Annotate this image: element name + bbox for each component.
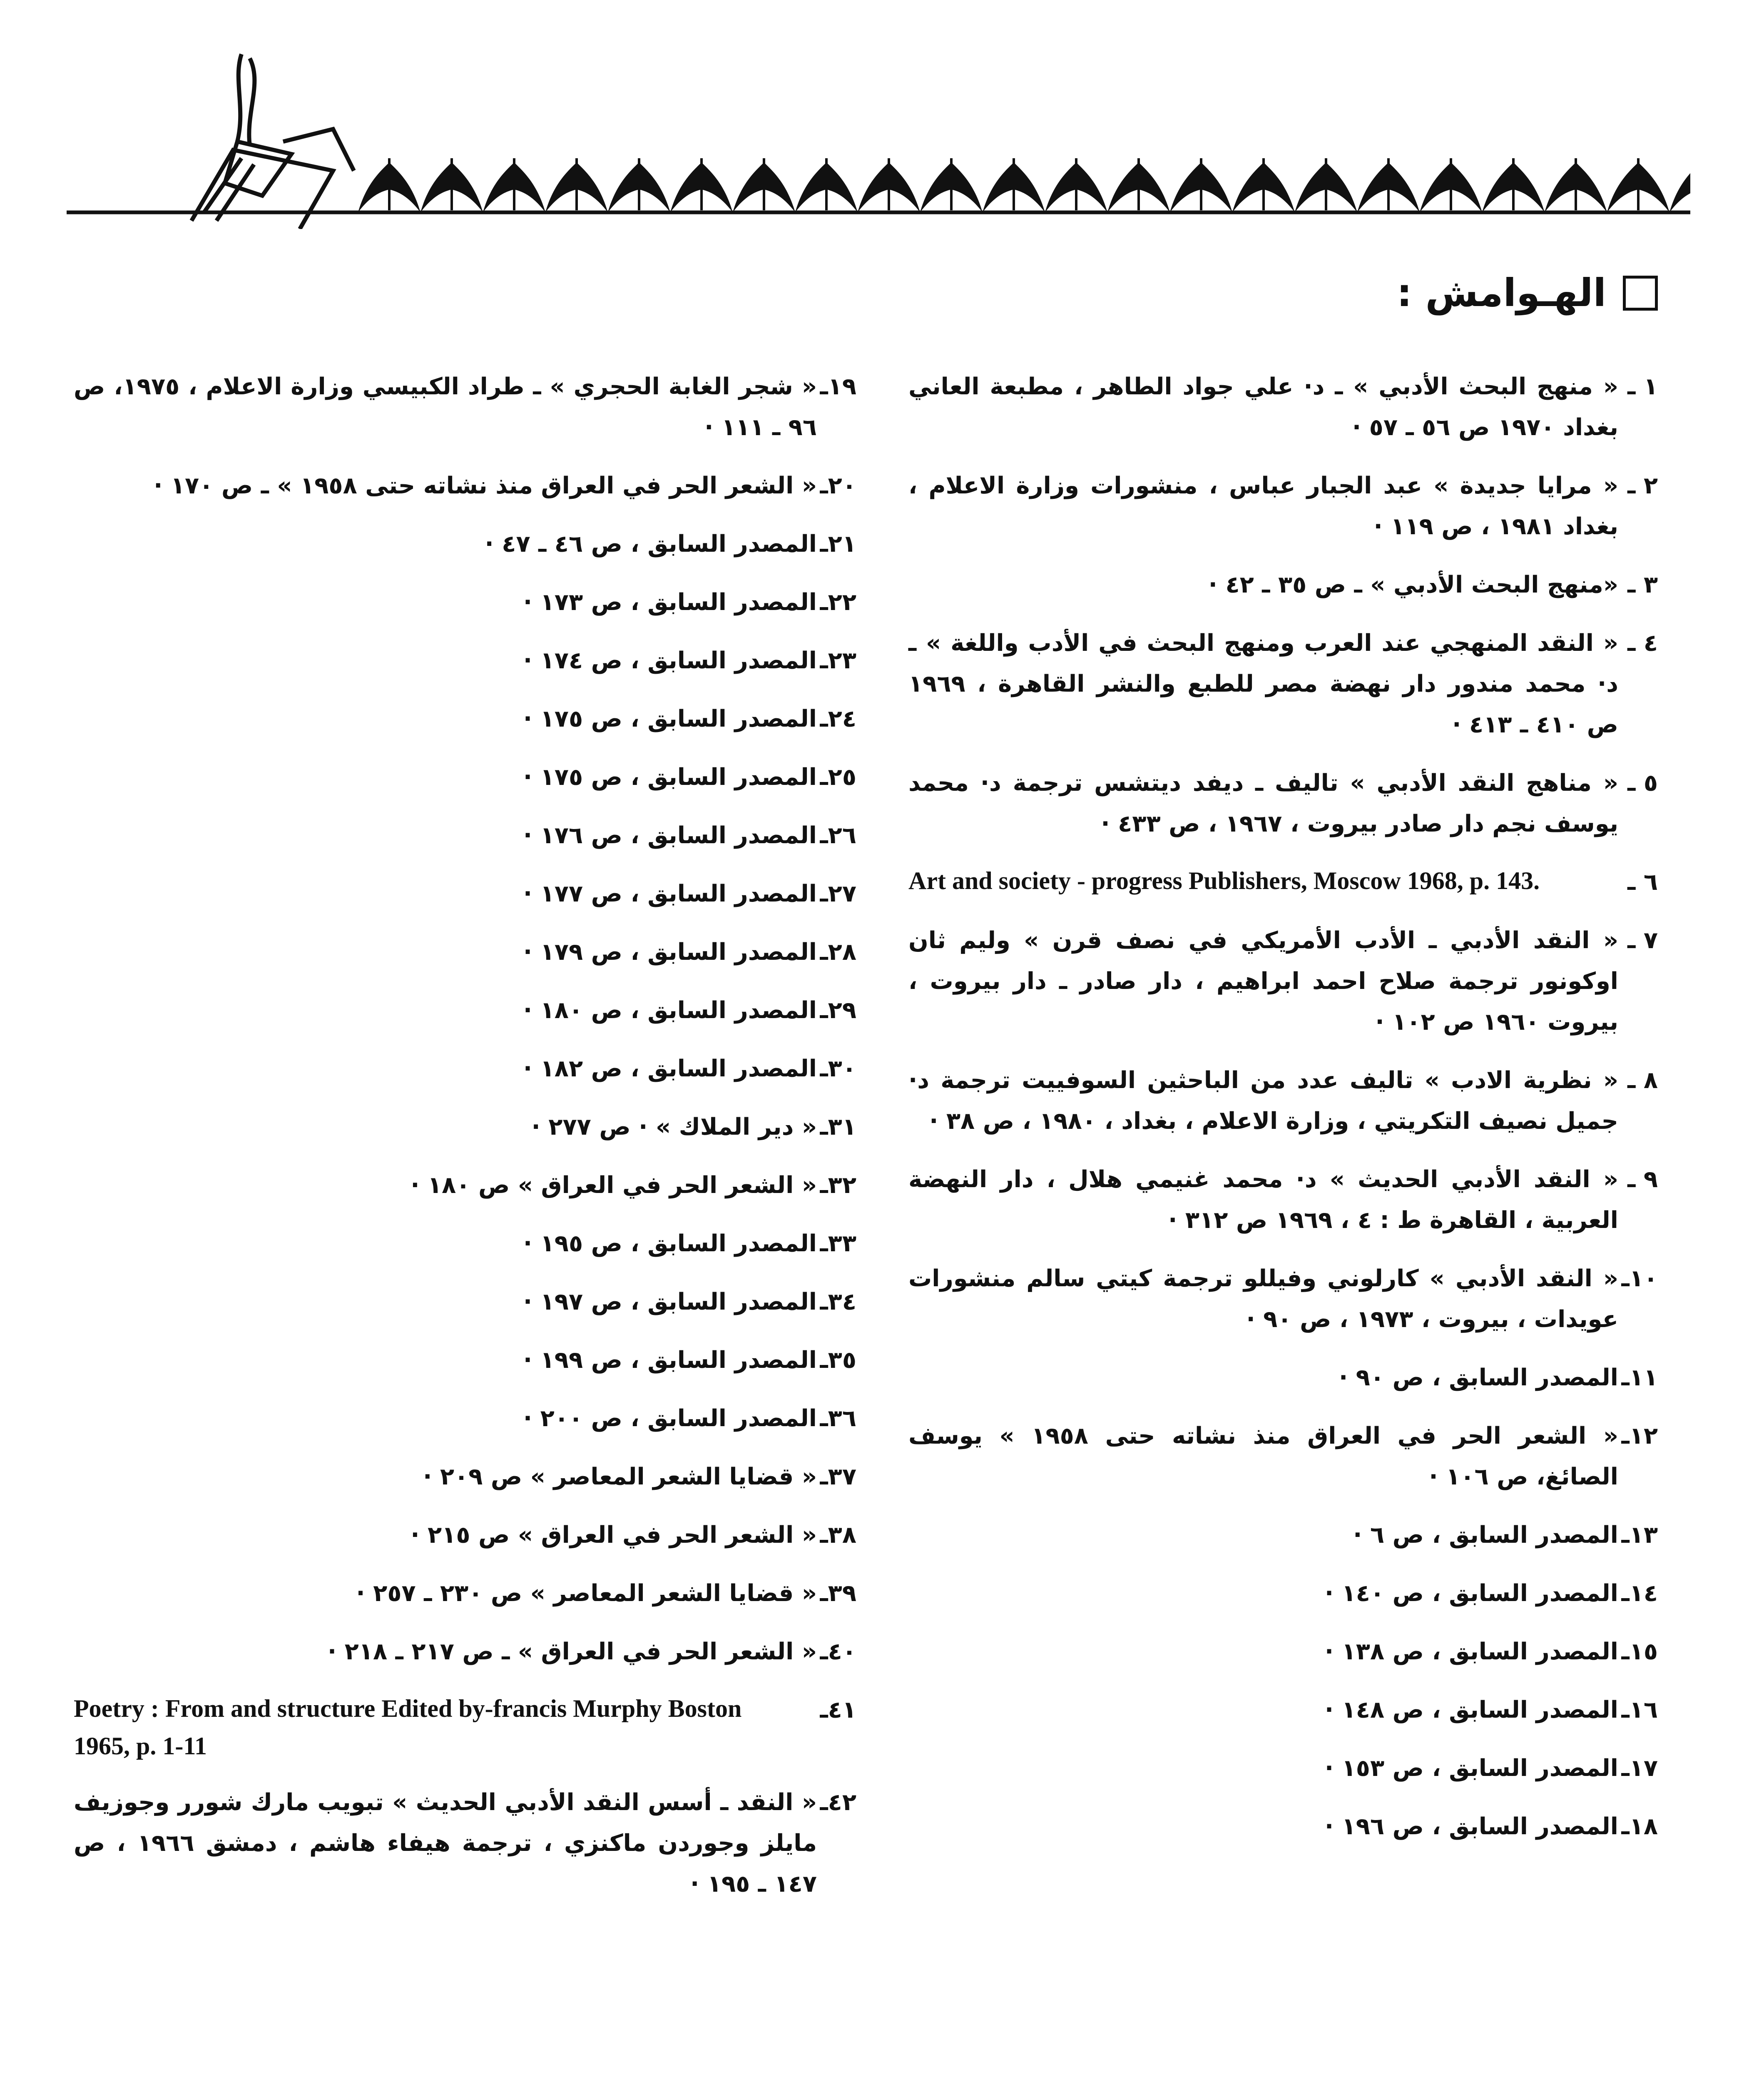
footnote-number: ٢٤ـ (820, 705, 856, 732)
footnote-number: ١٥ـ (1621, 1638, 1658, 1665)
footnote-number: ٣٨ـ (820, 1522, 856, 1549)
footnote-item (908, 623, 1658, 745)
footnote-number: ٣٩ـ (820, 1580, 856, 1607)
footnote-text: « نظرية الادب » تاليف عدد من الباحثين السوفييت ترجمة د· جميل نصيف التكريتي ، وزارة الاعلام ، بغداد ، ١٩٨٠ ، ص ٣٨ · (908, 1067, 1618, 1135)
footnote-number: ٤ ـ (1627, 630, 1658, 657)
footnote-text: المصدر السابق ، ص ١٧٩ · (523, 939, 817, 966)
footnote-text: « النقد الأدبي الحديث » د· محمد غنيمي هلال ، دار النهضة العربية ، القاهرة ط : ٤ ، ١٩٦٩ ص ٣١٢ · (908, 1166, 1618, 1234)
footnote-item (908, 920, 1658, 1043)
footnote-item (74, 524, 856, 565)
footnote-number: ١٧ـ (1621, 1755, 1658, 1782)
footnote-text: « مناهج النقد الأدبي » تاليف ـ ديفد ديتشس ترجمة د· محمد يوسف نجم دار صادر بيروت ، ١٩٦٧ ، ص ٤٣٣ · (908, 770, 1618, 837)
footnote-text: المصدر السابق ، ص ١٨٢ · (523, 1055, 817, 1082)
footnote-text: « قضايا الشعر المعاصر » ص ٢٠٩ · (423, 1463, 817, 1490)
leaf-motif (1669, 162, 1690, 212)
footnote-item (74, 1690, 856, 1765)
footnote-text: المصدر السابق ، ص ١٣٨ · (1324, 1638, 1618, 1665)
notes-column-left (74, 366, 856, 1922)
footnote-text: « الشعر الحر في العراق منذ نشاته حتى ١٩٥٨ » يوسف الصائغ، ص ١٠٦ · (908, 1422, 1618, 1490)
footnote-number: ٢٥ـ (820, 764, 856, 791)
footnote-text: المصدر السابق ، ص ١٧٤ · (523, 647, 817, 674)
footnote-text: « النقد الأدبي » كارلوني وفيللو ترجمة كيتي سالم منشورات عويدات ، بيروت ، ١٩٧٣ ، ص ٩٠ · (908, 1265, 1618, 1333)
footnote-number: ٣٢ـ (820, 1172, 856, 1199)
footnote-number: ١٨ـ (1621, 1813, 1658, 1840)
footnote-text: المصدر السابق ، ص ١٧٥ · (523, 764, 817, 791)
footnote-text: « الشعر الحر في العراق » ـ ص ٢١٧ ـ ٢١٨ · (327, 1638, 817, 1665)
footnote-item (74, 1165, 856, 1206)
footnote-item (74, 874, 856, 914)
footnote-number: ٣١ـ (820, 1113, 856, 1141)
footnote-number: ٣ ـ (1627, 571, 1658, 598)
footnote-text: المصدر السابق ، ص ١٤٨ · (1324, 1696, 1618, 1723)
footnote-item (74, 932, 856, 973)
footnote-item (74, 1282, 856, 1322)
footnote-number: ٢٩ـ (820, 997, 856, 1024)
footnote-text: Poetry : From and structure Edited by-francis Murphy Boston 1965, p. 1-11 (74, 1695, 742, 1760)
footnote-number: ٢٣ـ (820, 647, 856, 674)
footnote-text: « منهج البحث الأدبي » ـ د· علي جواد الطاهر ، مطبعة العاني بغداد ١٩٧٠ ص ٥٦ ـ ٥٧ · (908, 373, 1618, 441)
footnote-number: ١ ـ (1627, 373, 1658, 400)
footnote-item (908, 1159, 1658, 1241)
footnote-item (908, 1416, 1658, 1497)
footnote-item (908, 862, 1658, 903)
footnote-item (908, 1690, 1658, 1731)
footnote-item (74, 815, 856, 856)
footnote-text: المصدر السابق ، ص ١٥٣ · (1324, 1755, 1618, 1782)
footnote-number: ٢٨ـ (820, 939, 856, 966)
footnote-number: ٤١ـ (820, 1696, 856, 1723)
footnote-number: ٩ ـ (1627, 1166, 1658, 1193)
footnote-item (908, 1357, 1658, 1398)
footnote-item (908, 1748, 1658, 1789)
footnote-item (908, 1515, 1658, 1556)
footnote-item (74, 1223, 856, 1264)
footnote-text: المصدر السابق ، ص ٤٦ ـ ٤٧ · (485, 530, 817, 558)
footnote-text: «منهج البحث الأدبي » ـ ص ٣٥ ـ ٤٢ · (1208, 571, 1618, 598)
footnote-text: « الشعر الحر في العراق منذ نشاته حتى ١٩٥٨ » ـ ص ١٧٠ · (154, 472, 817, 499)
footnote-text: Art and society - progress Publishers, Moscow 1968, p. 143. (908, 867, 1540, 894)
footnote-text: المصدر السابق ، ص ٩٠ · (1339, 1364, 1618, 1391)
footnote-item (74, 1398, 856, 1439)
footnote-text: « الشعر الحر في العراق » ص ٢١٥ · (411, 1522, 817, 1549)
footnote-number: ١٣ـ (1621, 1522, 1658, 1549)
footnote-text: المصدر السابق ، ص ١٩٥ · (523, 1230, 817, 1257)
footnote-item (908, 1060, 1658, 1142)
footnote-text: المصدر السابق ، ص ١٩٩ · (523, 1347, 817, 1374)
footnote-number: ٢٠ـ (820, 472, 856, 499)
footnote-text: « قضايا الشعر المعاصر » ص ٢٣٠ ـ ٢٥٧ · (356, 1580, 817, 1607)
footnote-number: ١٠ـ (1621, 1265, 1658, 1292)
footnote-number: ٢٧ـ (820, 880, 856, 907)
footnote-item (908, 466, 1658, 547)
footnote-number: ١٦ـ (1621, 1696, 1658, 1723)
footnote-number: ٤٢ـ (820, 1789, 856, 1816)
footnote-text: المصدر السابق ، ص ١٨٠ · (523, 997, 817, 1024)
footnote-item (908, 1631, 1658, 1672)
footnote-item (74, 366, 856, 448)
footnote-item (908, 1806, 1658, 1847)
footnote-item (74, 582, 856, 623)
pen-and-book-icon (192, 54, 354, 229)
footnote-number: ٣٤ـ (820, 1288, 856, 1315)
footnote-number: ١٤ـ (1621, 1580, 1658, 1607)
footnote-item (74, 1631, 856, 1672)
footnote-text: المصدر السابق ، ص ١٤٠ · (1324, 1580, 1618, 1607)
footnote-text: المصدر السابق ، ص ١٧٥ · (523, 705, 817, 732)
footnote-number: ٢٦ـ (820, 822, 856, 849)
notes-heading (1397, 271, 1658, 315)
footnote-item (74, 1457, 856, 1497)
footnote-item (74, 1515, 856, 1556)
footnote-text: « النقد الأدبي ـ الأدب الأمريكي في نصف قرن » وليم ثان اوكونور ترجمة صلاح احمد ابراهيم ، دار صادر ـ دار بيروت ، بيروت ١٩٦٠ ص ١٠٢ · (908, 927, 1618, 1036)
footnote-text: « دير الملاك » · ص ٢٧٧ · (531, 1113, 817, 1141)
leaf-motif-row (358, 158, 1690, 212)
footnote-number: ٣٧ـ (820, 1463, 856, 1490)
footnote-item (74, 1782, 856, 1905)
footnote-text: المصدر السابق ، ص ١٩٦ · (1324, 1813, 1618, 1840)
footnote-number: ٣٥ـ (820, 1347, 856, 1374)
footnote-item (908, 763, 1658, 844)
footnote-item (74, 640, 856, 681)
footnote-number: ٨ ـ (1627, 1067, 1658, 1094)
footnote-text: « النقد المنهجي عند العرب ومنهج البحث في الأدب واللغة » ـ د· محمد مندور دار نهضة مصر للطبع والنشر القاهرة ، ١٩٦٩ ص ٤١٠ ـ ٤١٣ · (908, 630, 1618, 738)
footnote-text: المصدر السابق ، ص ١٧٣ · (523, 589, 817, 616)
footnote-item (74, 1340, 856, 1381)
footnote-number: ٧ ـ (1627, 927, 1658, 954)
footnote-number: ٣٣ـ (820, 1230, 856, 1257)
footnote-item (74, 1107, 856, 1148)
footnote-number: ٦ ـ (1627, 869, 1658, 896)
footnote-item (74, 699, 856, 740)
footnote-number: ٤٠ـ (820, 1638, 856, 1665)
footnote-item (908, 1573, 1658, 1614)
footnote-number: ٣٦ـ (820, 1405, 856, 1432)
footnote-number: ١٢ـ (1621, 1422, 1658, 1449)
footnote-item (74, 1048, 856, 1089)
footnote-text: « مرايا جديدة » عبد الجبار عباس ، منشورات وزارة الاعلام ، بغداد ١٩٨١ ، ص ١١٩ · (908, 472, 1618, 540)
footnote-item (74, 1573, 856, 1614)
footnote-number: ٢ ـ (1627, 472, 1658, 499)
footnote-number: ١١ـ (1621, 1364, 1658, 1391)
heading-checkbox-icon (1623, 276, 1658, 311)
footnote-number: ٢١ـ (820, 530, 856, 558)
footnote-number: ٣٠ـ (820, 1055, 856, 1082)
footnote-text: المصدر السابق ، ص ١٧٦ · (523, 822, 817, 849)
footnote-text: المصدر السابق ، ص ١٧٧ · (523, 880, 817, 907)
page-title: الهـوامش : (1396, 271, 1606, 315)
footnote-item (908, 565, 1658, 605)
footnote-text: « النقد ـ أسس النقد الأدبي الحديث » تبويب مارك شورر وجوزيف مايلز وجوردن ماكنزي ، ترجمة هيفاء هاشم ، دمشق ١٩٦٦ ، ص ١٤٧ ـ ١٩٥ · (74, 1789, 817, 1898)
footnote-item (74, 466, 856, 506)
footnote-item (74, 990, 856, 1031)
footnote-number: ١٩ـ (820, 373, 856, 400)
footnote-item (908, 1258, 1658, 1340)
footnote-text: « الشعر الحر في العراق » ص ١٨٠ · (411, 1172, 817, 1199)
footnote-item (74, 757, 856, 798)
footnote-text: المصدر السابق ، ص ٢٠٠ · (523, 1405, 817, 1432)
header-ornament (67, 46, 1690, 229)
footnote-number: ٢٢ـ (820, 589, 856, 616)
footnote-text: المصدر السابق ، ص ١٩٧ · (523, 1288, 817, 1315)
footnote-number: ٥ ـ (1627, 770, 1658, 797)
footnote-item (908, 366, 1658, 448)
footnote-text: « شجر الغابة الحجري » ـ طراد الكبيسي وزارة الاعلام ، ١٩٧٥، ص ٩٦ ـ ١١١ · (74, 373, 817, 441)
footnote-text: المصدر السابق ، ص ٦ · (1353, 1522, 1618, 1549)
notes-column-right (908, 366, 1658, 1865)
